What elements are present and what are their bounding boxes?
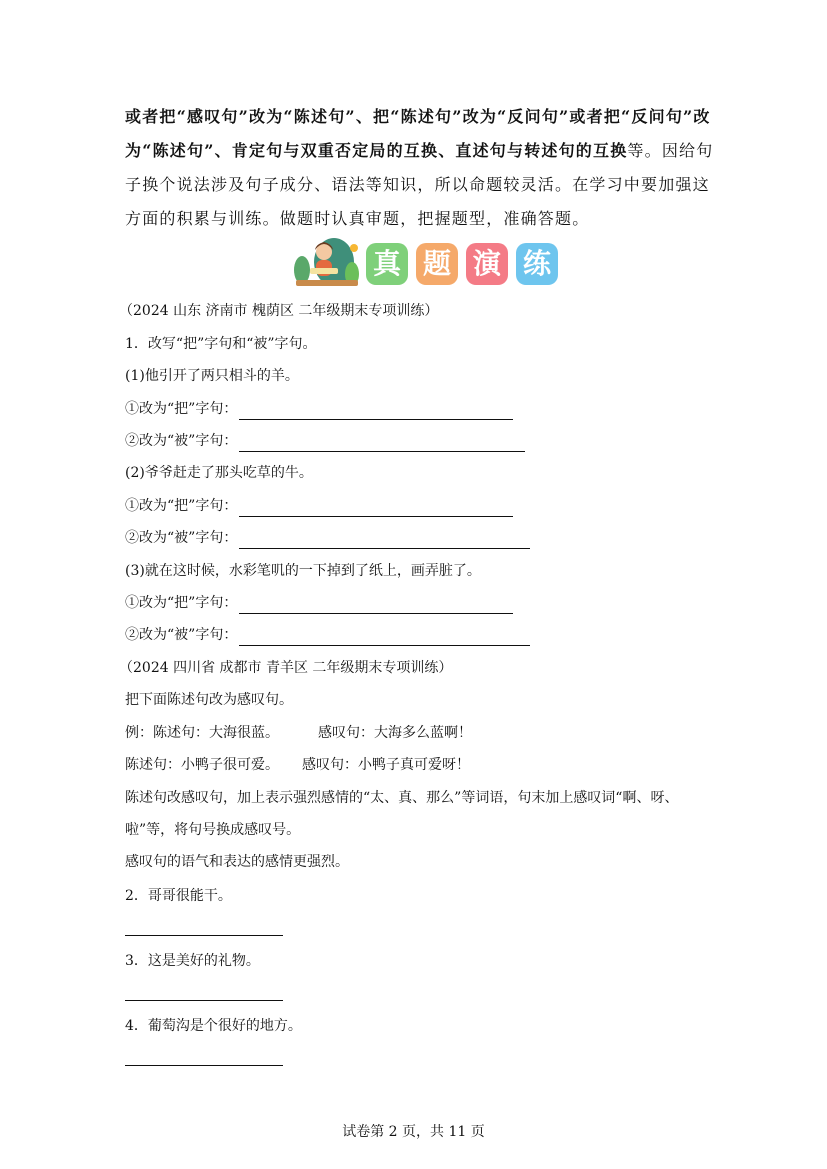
question-2: 2．哥哥很能干。 — [125, 888, 232, 904]
example-2-exclamation: 感叹句：小鸭子真可爱呀！ — [302, 757, 470, 773]
q1-2-bei-row — [125, 527, 530, 549]
example-2-statement: 陈述句：小鸭子很可爱。 — [125, 757, 279, 773]
source-line-2: （2024 四川省 成都市 青羊区 二年级期末专项训练） — [119, 660, 453, 676]
intro-bold-text: 或者把“感叹句”改为“陈述句”、把“陈述句”改为“反问句”或者把“反问句”改为“陈述句”、肯定句与双重否定局的互换、直述句与转述句的互换 — [125, 107, 711, 160]
q1-1-ba-row — [125, 398, 513, 420]
q1-1-ba-answer-blank[interactable] — [239, 403, 513, 420]
question-1-title: 1．改写“把”字句和“被”字句。 — [125, 336, 317, 352]
q1-2-bei-answer-blank[interactable] — [239, 532, 530, 549]
tip-line-1: 陈述句改感叹句，加上表示强烈感情的“太、真、那么”等词语，句末加上感叹词“啊、呀、 — [125, 790, 679, 806]
q1-2-ba-label: ①改为“把”字句： — [125, 498, 238, 514]
question-4: 4．葡萄沟是个很好的地方。 — [125, 1018, 302, 1034]
tip-line-3: 感叹句的语气和表达的感情更强烈。 — [125, 854, 349, 870]
example-1-statement: 例：陈述句：大海很蓝。 — [125, 725, 279, 741]
q1-3-bei-label: ②改为“被”字句： — [125, 627, 238, 643]
q1-1-bei-answer-blank[interactable] — [239, 435, 525, 452]
q1-2-ba-row — [125, 495, 513, 517]
q1-2-bei-label: ②改为“被”字句： — [125, 530, 238, 546]
banner-char-zhen: 真 — [366, 243, 408, 285]
question-3: 3．这是美好的礼物。 — [125, 953, 260, 969]
q1-3-ba-answer-blank[interactable] — [239, 597, 513, 614]
q1-1-bei-row — [125, 430, 525, 452]
q1-1-bei-label: ②改为“被”字句： — [125, 433, 238, 449]
banner-char-lian: 练 — [516, 243, 558, 285]
girl-reading-illustration-icon — [292, 236, 362, 290]
source-line-1: （2024 山东 济南市 槐荫区 二年级期末专项训练） — [119, 303, 439, 319]
question-4-answer-line[interactable] — [125, 1064, 283, 1066]
q1-1-ba-label: ①改为“把”字句： — [125, 401, 238, 417]
q1-3-bei-answer-blank[interactable] — [239, 629, 530, 646]
banner-char-ti: 题 — [416, 243, 458, 285]
tip-line-2: 啦”等，将句号换成感叹号。 — [125, 822, 301, 838]
q1-3-bei-row — [125, 624, 530, 646]
q1-3-ba-row — [125, 592, 513, 614]
intro-paragraph — [125, 100, 715, 236]
question-3-answer-line[interactable] — [125, 999, 283, 1001]
practice-banner — [292, 236, 572, 290]
q1-sentence-3: (3)就在这时候，水彩笔叽的一下掉到了纸上，画弄脏了。 — [125, 563, 481, 579]
q1-sentence-2: (2)爷爷赶走了那头吃草的牛。 — [125, 465, 313, 481]
example-1-exclamation: 感叹句：大海多么蓝啊！ — [318, 725, 472, 741]
q1-2-ba-answer-blank[interactable] — [239, 500, 513, 517]
intro-plain-text: 等。因给句子换个说法涉及句子成分、语法等知识，所以命题较灵活。在学习中要加强这方面的积累与训练。做题时认真审题，把握题型，准确答题。 — [125, 141, 714, 228]
question-2-answer-line[interactable] — [125, 934, 283, 936]
instruction-text: 把下面陈述句改为感叹句。 — [125, 692, 293, 708]
page-footer: 试卷第 2 页，共 11 页 — [342, 1124, 485, 1140]
q1-3-ba-label: ①改为“把”字句： — [125, 595, 238, 611]
q1-sentence-1: (1)他引开了两只相斗的羊。 — [125, 368, 299, 384]
banner-char-yan: 演 — [466, 243, 508, 285]
